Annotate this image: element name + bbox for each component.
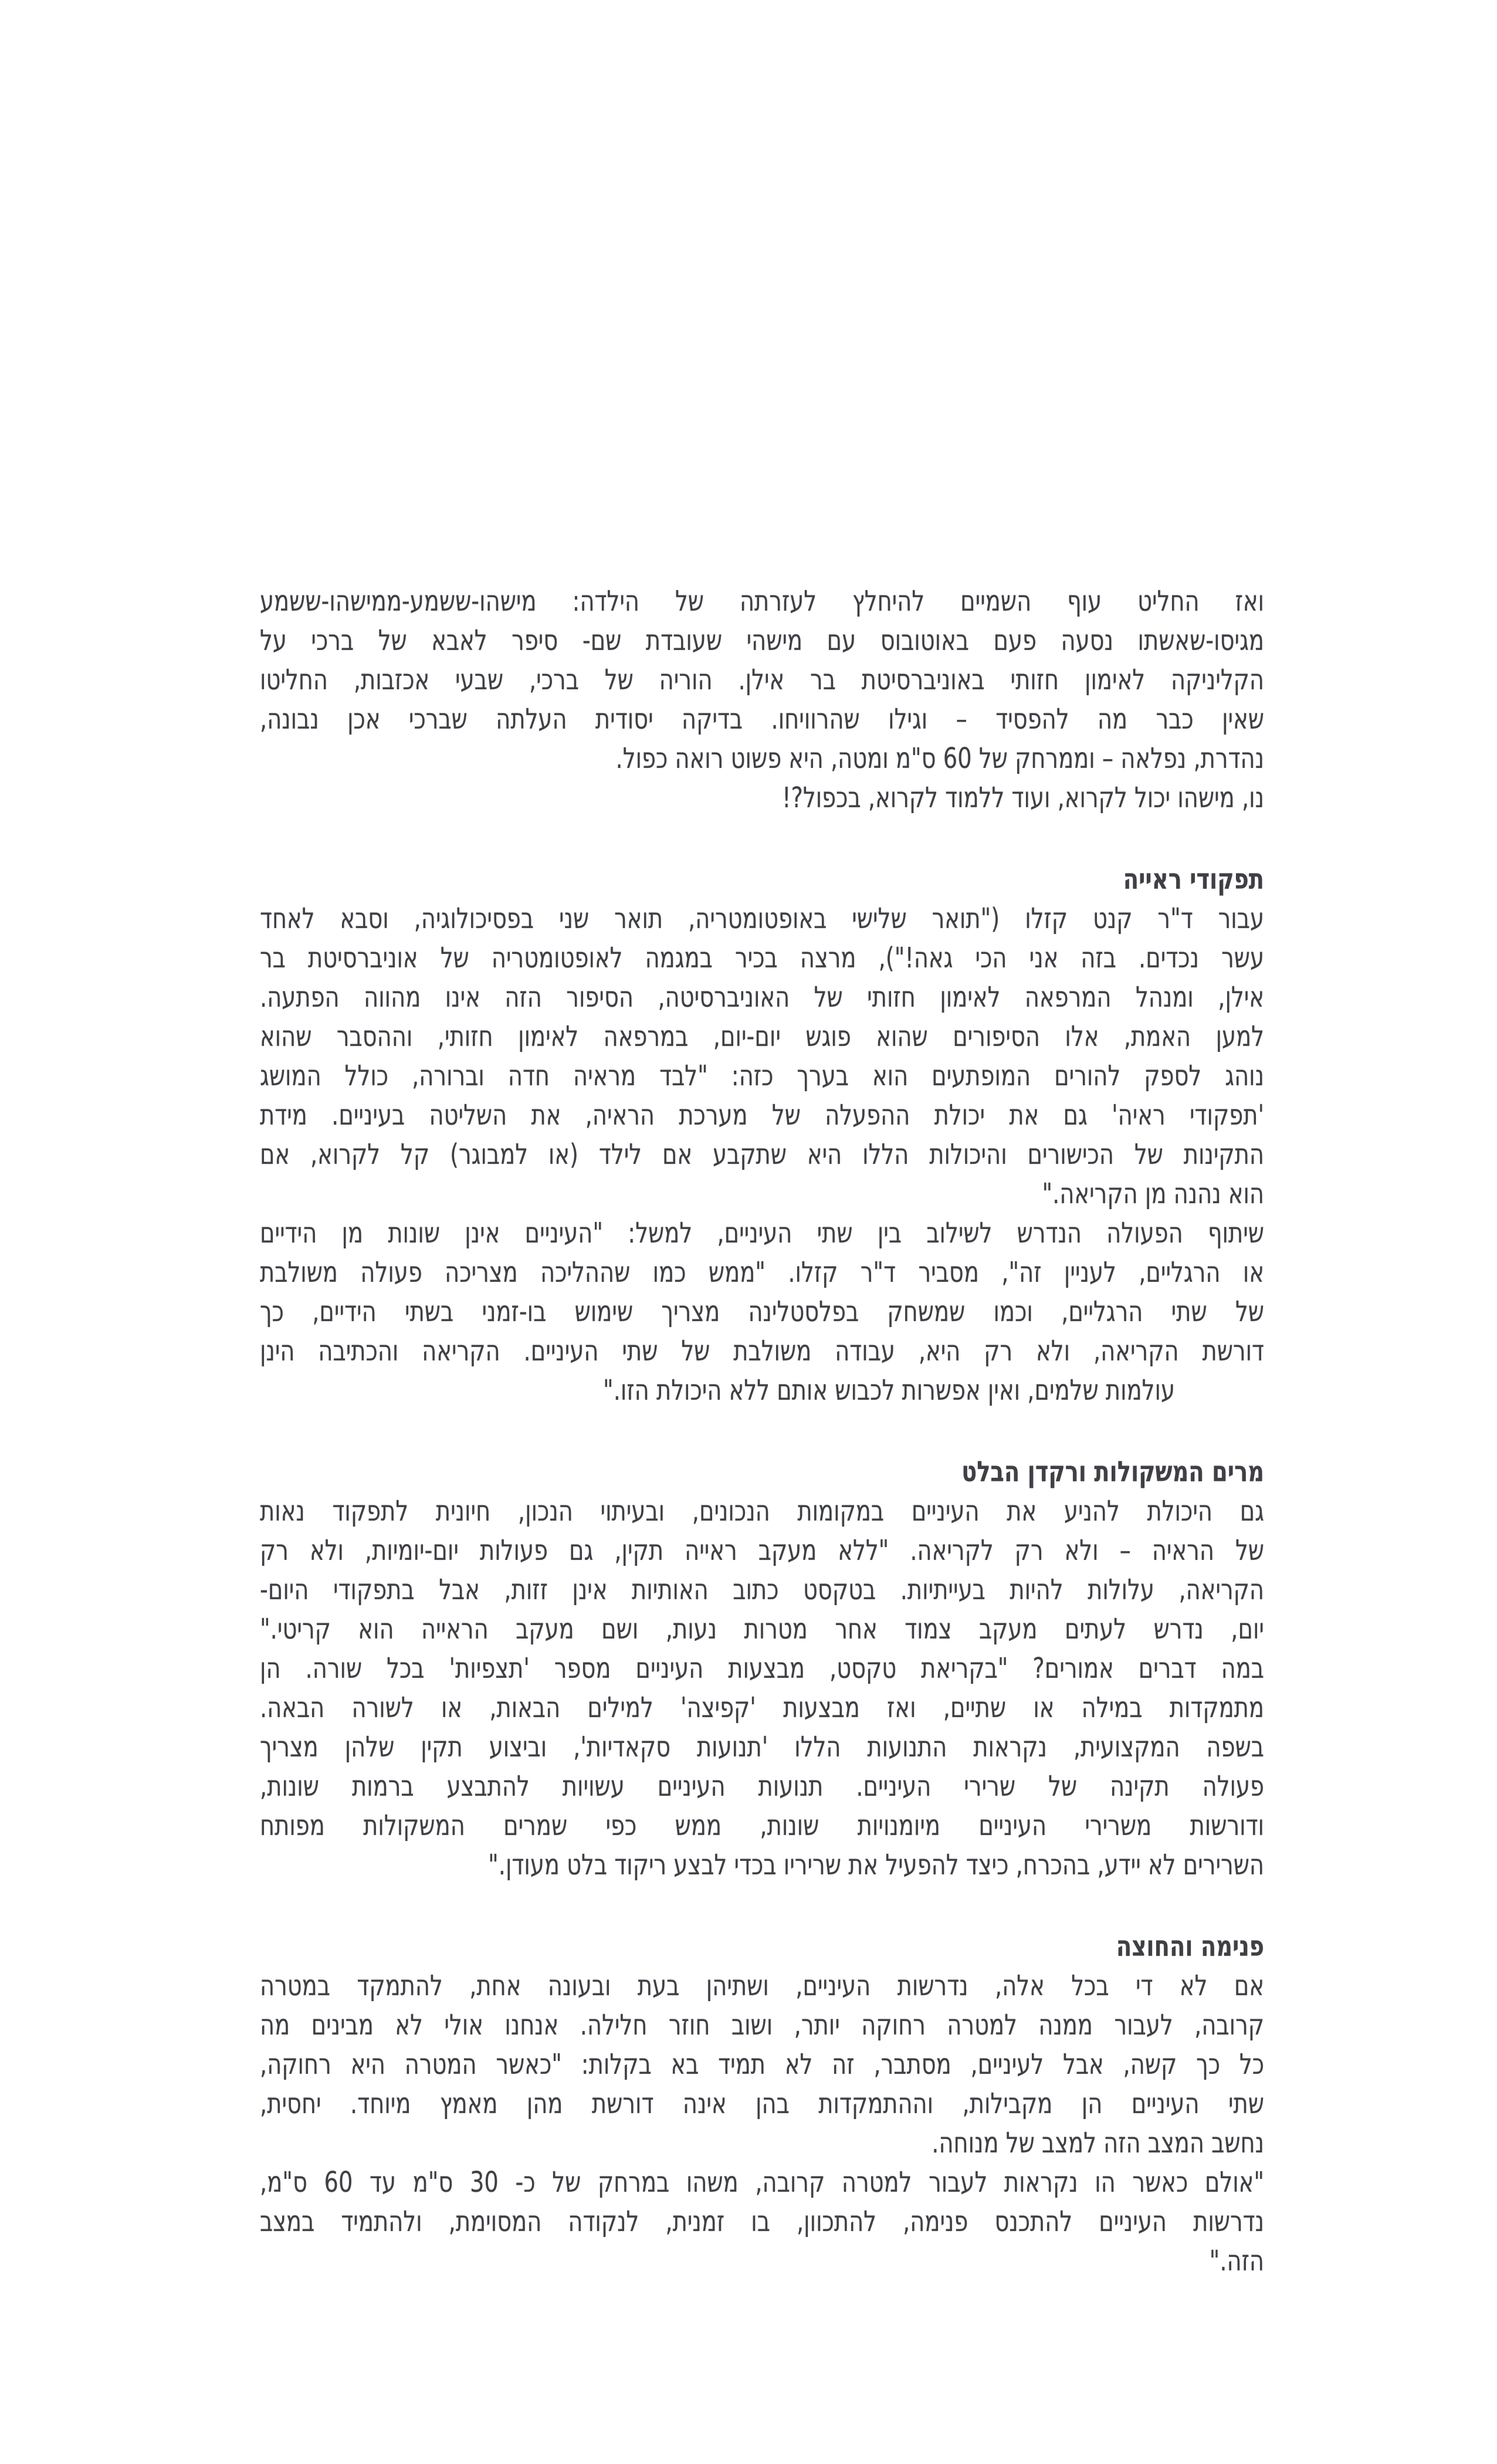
text-line: למען האמת, אלו הסיפורים שהוא פוגש יום-יום, במרפאה לאימון חזותי, וההסבר שהוא: [260, 1020, 1264, 1053]
text-line: נו, מישהו יכול לקרוא, ועוד ללמוד לקרוא, בכפול?!: [782, 781, 1264, 814]
text-line: שאין כבר מה להפסיד – וגילו שהרוויחו. בדיקה יסודית העלתה שברכי אכן נבונה,: [260, 703, 1264, 736]
text-line: ואז החליט עוף השמיים להיחלץ לעזרתה של הילדה: מישהו-ששמע-ממישהו-ששמע: [260, 585, 1264, 618]
text-line: כל כך קשה, אבל לעיניים, מסתבר, זה לא תמיד בא בקלות: "כאשר המטרה היא רחוקה,: [260, 2048, 1264, 2081]
text-line: נדרשות העיניים להתכנס פנימה, להתכוון, בו זמנית, לנקודה המסוימת, ולהתמיד במצב: [260, 2205, 1264, 2238]
text-line: מגיסו-שאשתו נסעה פעם באוטובוס עם מישהי שעובדת שם- סיפר לאבא של ברכי על: [260, 624, 1264, 657]
text-line: הקליניקה לאימון חזותי באוניברסיטת בר אילן. הוריה של ברכי, שבעי אכזבות, החליטו: [260, 664, 1264, 696]
section-heading: תפקודי ראייה: [1123, 863, 1264, 896]
text-line: עשר נכדים. בזה אני הכי גאה!"), מרצה בכיר במגמה לאופטומטריה של אוניברסיטת בר: [260, 942, 1264, 974]
text-line: נהדרת, נפלאה – וממרחק של 60 ס"מ ומטה, היא פשוט רואה כפול.: [615, 742, 1264, 775]
text-line: גם היכולת להניע את העיניים במקומות הנכונים, ובעיתוי הנכון, חיונית לתפקוד נאות: [260, 1495, 1264, 1528]
text-line: "אולם כאשר הו נקראות לעבור למטרה קרובה, משהו במרחק של כ- 30 ס"מ עד 60 ס"מ,: [260, 2166, 1265, 2199]
article-text-block: [260, 582, 1264, 2281]
text-line: במה דברים אמורים? "בקריאת טקסט, מבצעות העיניים מספר 'תצפיות' בכל שורה. הן: [260, 1652, 1264, 1685]
text-line: בשפה המקצועית, נקראות התנועות הללו 'תנועות סקאדיות', וביצוע תקין שלהן מצריך: [260, 1731, 1264, 1764]
text-line: שתי העיניים הן מקבילות, וההתמקדות בהן אינה דורשת מהן מאמץ מיוחד. יחסית,: [260, 2087, 1264, 2120]
text-line: שיתוף הפעולה הנדרש לשילוב בין שתי העיניים, למשל: "העיניים אינן שונות מן הידיים: [260, 1217, 1264, 1250]
text-line: ודורשות משרירי העיניים מיומנויות שונות, ממש כפי שמרים המשקולות מפותח: [260, 1809, 1264, 1842]
text-line: דורשת הקריאה, ולא רק היא, עבודה משולבת של שתי העיניים. הקריאה והכתיבה הינן: [260, 1335, 1264, 1368]
text-line: התקינות של הכישורים והיכולות הללו היא שתקבע אם לילד (או למבוגר) קל לקרוא, אם: [260, 1138, 1264, 1171]
text-line: או הרגליים, לעניין זה", מסביר ד"ר קזלו. "ממש כמו שההליכה מצריכה פעולה משולבת: [260, 1256, 1264, 1289]
text-line: יום, נדרש לעתים מעקב צמוד אחר מטרות נעות, ושם מעקב הראייה הוא קריטי.": [260, 1613, 1264, 1646]
text-line: מתמקדות במילה או שתיים, ואז מבצעות 'קפיצה' למילים הבאות, או לשורה הבאה.: [260, 1691, 1264, 1724]
text-line: של שתי הרגליים, וכמו שמשחק בפלסטלינה מצריך שימוש בו-זמני בשתי הידיים, כך: [260, 1295, 1264, 1328]
section-heading: מרים המשקולות ורקדן הבלט: [961, 1456, 1264, 1488]
text-line: פעולה תקינה של שרירי העיניים. תנועות העיניים עשויות להתבצע ברמות שונות,: [260, 1770, 1264, 1803]
text-line: של הראיה – ולא רק לקריאה. "ללא מעקב ראייה תקין, גם פעולות יום-יומיות, ולא רק: [260, 1534, 1264, 1567]
text-line: עולמות שלמים, ואין אפשרות לכבוש אותם ללא היכולת הזו.": [603, 1374, 1175, 1407]
text-line: אם לא די בכל אלה, נדרשות העיניים, ושתיהן בעת ובעונה אחת, להתמקד במטרה: [260, 1969, 1264, 2002]
text-line: עבור ד"ר קנט קזלו ("תואר שלישי באופטומטריה, תואר שני בפסיכולוגיה, וסבא לאחד: [260, 902, 1264, 935]
text-line: נוהג לספק להורים המופתעים הוא בערך כזה: "לבד מראיה חדה וברורה, כולל המושג: [260, 1060, 1264, 1092]
text-line: 'תפקודי ראיה' גם את יכולת ההפעלה של מערכת הראיה, את השליטה בעיניים. מידת: [260, 1099, 1264, 1132]
text-line: אילן, ומנהל המרפאה לאימון חזותי של האוניברסיטה, הסיפור הזה אינו מהווה הפתעה.: [260, 981, 1264, 1014]
text-line: השרירים לא יידע, בהכרח, כיצד להפעיל את שריריו בכדי לבצע ריקוד בלט מעודן.": [488, 1849, 1265, 1881]
section-heading: פנימה והחוצה: [1116, 1930, 1264, 1963]
text-line: הוא נהנה מן הקריאה.": [1042, 1177, 1264, 1210]
text-line: הזה.": [1209, 2245, 1264, 2277]
text-line: נחשב המצב הזה למצב של מנוחה.: [932, 2127, 1264, 2160]
text-line: קרובה, לעבור ממנה למטרה רחוקה יותר, ושוב חוזר חלילה. אנחנו אולי לא מבינים מה: [260, 2009, 1264, 2042]
text-line: הקריאה, עלולות להיות בעייתיות. בטקסט כתוב האותיות אינן זזות, אבל בתפקודי היום-: [260, 1573, 1264, 1606]
